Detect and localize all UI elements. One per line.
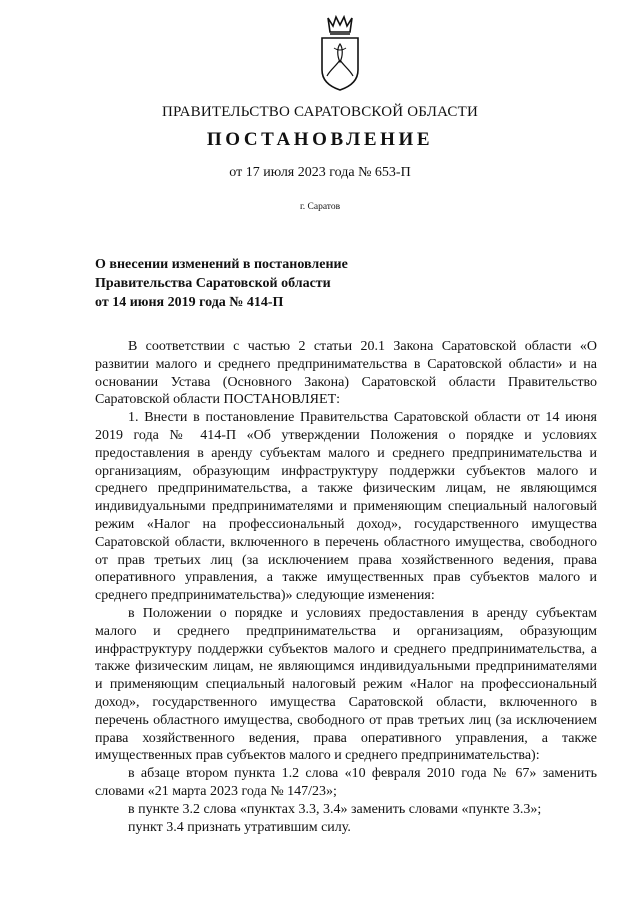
body-paragraph: в пункте 3.2 слова «пунктах 3.3, 3.4» заменить словами «пункте 3.3»; [128,801,542,817]
body-paragraph: в абзаце втором пункта 1.2 слова «10 февраля 2010 года № 67» заменить словами «21 марта 2023 года № 147/23»; [95,766,597,799]
body-paragraph: пункт 3.4 признать утратившим силу. [128,819,351,835]
document-date-number: от 17 июля 2023 года № 653-П [229,165,411,180]
document-city: г. Саратов [299,202,341,212]
body-paragraph: 1. Внести в постановление Правительства Саратовской области от 14 июня 2019 года № 414-П «Об утверждении Положения о порядке и условиях предоставления в аренду субъектам малого и среднего предпринимательства и организациям, образующим инфраструктуру поддержки субъектов малого и среднего предпринимательства, а также физическим лицам, не являющимся индивидуальными предпринимателями и применяющим специальный налоговый режим «Налог на профессиональный доход», государственного имущества Саратовской области, включенного в перечень областного имущества, свободного от прав третьих лиц (за исключением права хозяйственного ведения, права оперативного управления, а также имущественных прав субъектов малого и среднего предпринимательства)» следующие изменения: [95,410,597,604]
body-paragraph: в Положении о порядке и условиях предоставления в аренду субъектам малого и среднего предпринимательства и организациям, образующим инфраструктуру поддержки субъектов малого и среднего предпринимательства, а также физическим лицам, не являющимся индивидуальными предпринимателями и применяющим специальный налоговый режим «Налог на профессиональный доход», государственного имущества Саратовской области, включенного в перечень областного имущества, свободного от прав третьих лиц (за исключением права хозяйственного ведения, права оперативного управления, а также имущественных прав субъектов малого и среднего предпринимательства): [95,605,597,764]
subject-line: Правительства Саратовской области [95,276,331,291]
document-type: ПОСТАНОВЛЕНИЕ [206,129,434,150]
subject-line: О внесении изменений в постановление [95,257,348,272]
document-subject [95,255,515,312]
body-paragraph: В соответствии с частью 2 статьи 20.1 Закона Саратовской области «О развитии малого и среднего предпринимательства в Саратовской области» и на основании Устава (Основного Закона) Саратовской области Правительство Саратовской области ПОСТАНОВЛЯЕТ: [95,339,597,408]
document-body [95,338,597,836]
organization-name: ПРАВИТЕЛЬСТВО САРАТОВСКОЙ ОБЛАСТИ [161,104,479,120]
saratov-coat-of-arms-icon [316,14,364,94]
subject-line: от 14 июня 2019 года № 414-П [95,295,284,310]
